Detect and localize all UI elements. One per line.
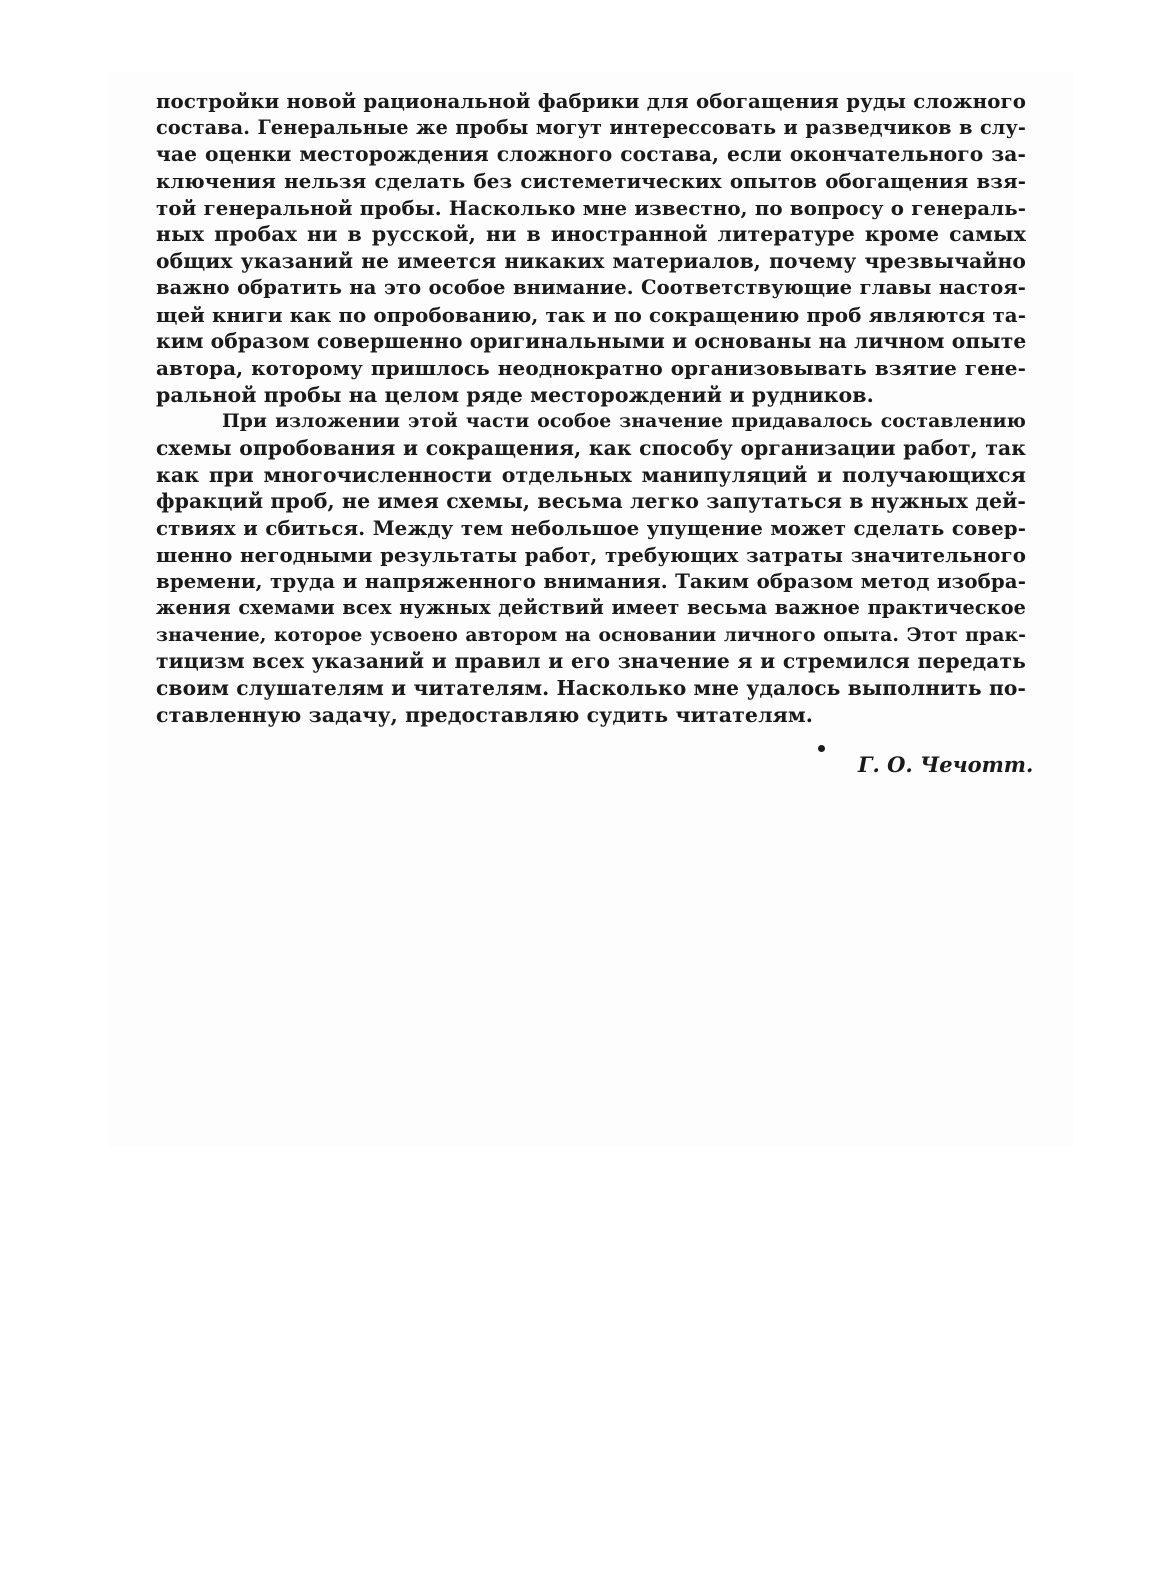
text-line: важно обратить на это особое внимание. Соответствующие главы настоя-: [156, 275, 1026, 299]
text-line: ключения нельзя сделать без системетических опытов обогащения взя-: [156, 169, 1026, 194]
text-line: той генеральной пробы. Насколько мне известно, по вопросу о генераль-: [156, 195, 1026, 220]
document-body: [156, 88, 1026, 729]
text-line: постройки новой рациональной фабрики для обогащения руды сложного: [156, 89, 1026, 113]
text-line: ных пробах ни в русской, ни в иностранной литературе кроме самых: [156, 222, 1026, 247]
text-line: времени, труда и напряженного внимания. Таким образом метод изобра-: [156, 569, 1026, 594]
paragraph-1: [156, 88, 1026, 408]
text-line: ким образом совершенно оригинальными и основаны на личном опыте: [156, 329, 1027, 354]
text-line: как при многочисленности отдельных манипуляций и получающихся: [156, 462, 1026, 487]
text-line: При изложении этой части особое значение придавалось составлению: [222, 410, 1026, 433]
paragraph-2: [156, 408, 1026, 728]
text-line: ставленную задачу, предоставляю судить читателям.: [156, 702, 814, 727]
text-line: щей книги как по опробованию, так и по сокращению проб являются та-: [156, 302, 1026, 327]
text-line: состава. Генеральные же пробы могут интерессовать и разведчиков в слу-: [156, 115, 1026, 139]
text-line: чае оценки месторождения сложного состава, если окончательного за-: [156, 142, 1026, 167]
text-line: общих указаний не имеется никаких материалов, почему чрезвычайно: [156, 249, 1026, 274]
text-line: ствиях и сбиться. Между тем небольшое упущение может сделать совер-: [156, 516, 1026, 540]
text-line: тицизм всех указаний и правил и его значение я и стремился передать: [156, 649, 1026, 674]
text-line: своим слушателям и читателям. Насколько мне удалось выполнить по-: [156, 676, 1026, 701]
text-line: шенно негодными результаты работ, требующих затраты значительного: [156, 542, 1026, 567]
text-line: ральной пробы на целом ряде месторождений и рудников.: [156, 382, 874, 407]
text-line: фракций проб, не имея схемы, весьма легко запутаться в нужных дей-: [156, 489, 1027, 514]
text-line: автора, которому пришлось неоднократно организовывать взятие гене-: [156, 355, 1026, 380]
author-signature: Г. О. Чечотт.: [858, 752, 1034, 777]
text-line: схемы опробования и сокращения, как способу организации работ, так: [156, 435, 1026, 460]
text-line: значение, которое усвоено автором на основании личного опыта. Этот прак-: [156, 623, 1026, 646]
text-line: жения схемами всех нужных действий имеет весьма важное практическое: [156, 596, 1026, 620]
ink-dot: [818, 745, 825, 752]
